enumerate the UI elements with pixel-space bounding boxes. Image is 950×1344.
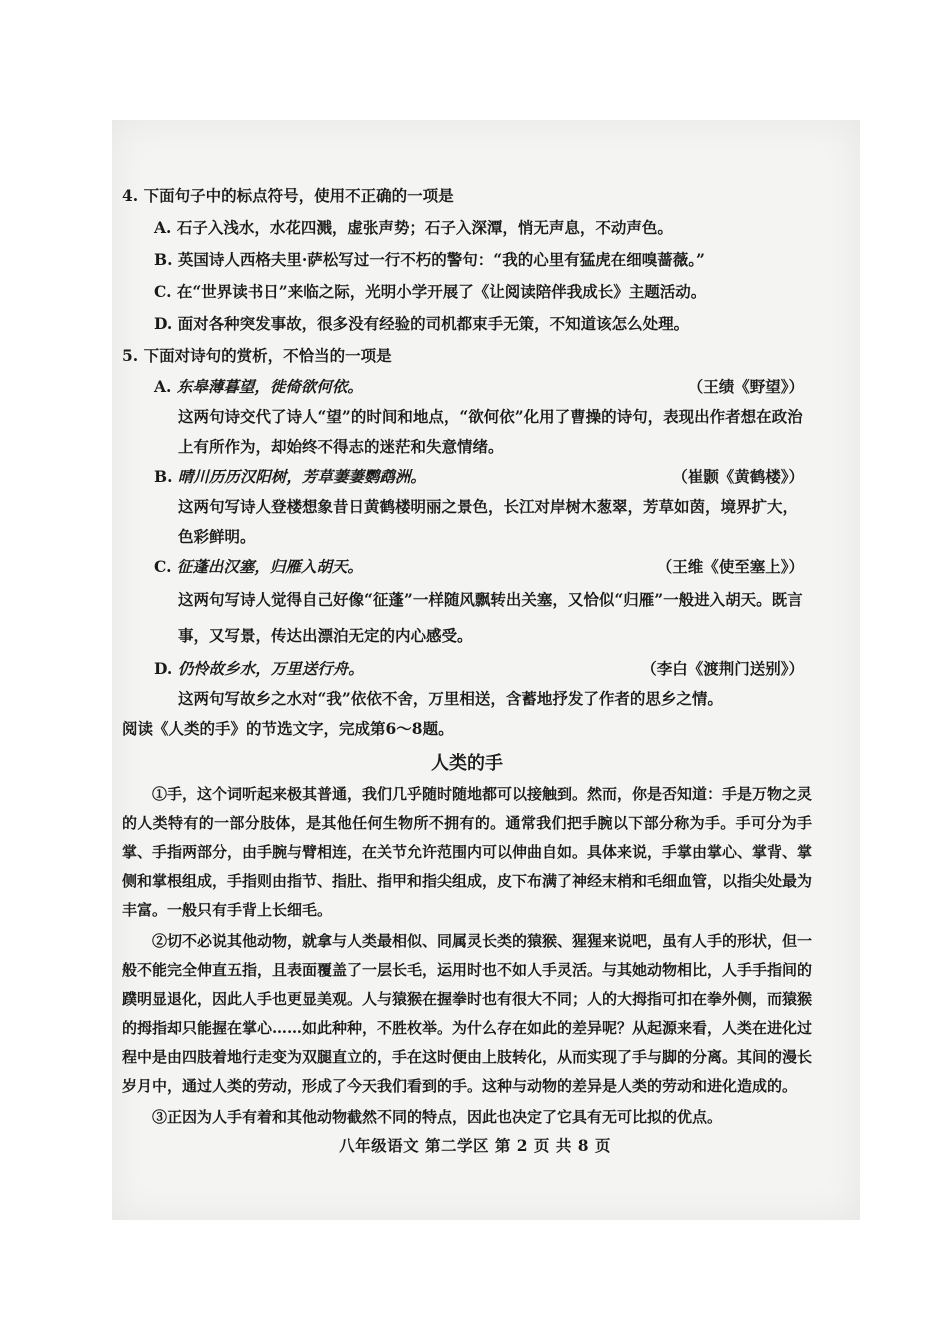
option-explanation: 这两句写诗人觉得自己好像“征蓬”一样随风飘转出关塞，又恰似“归雁”一般进入胡天。既言事，又写景，传达出漂泊无定的内心感受。 <box>178 590 803 645</box>
question-4-option-b: B. 英国诗人西格夫里·萨松写过一行不朽的警句：“我的心里有猛虎在细嗅蔷薇。” <box>154 250 705 269</box>
poem-source: （王绩《野望》） <box>687 377 804 396</box>
article-paragraph-1: ①手，这个词听起来极其普通，我们几乎随时随地都可以接触到。然而，你是否知道：手是万物之灵的人类特有的一部分肢体，是其他任何生物所不拥有的。通常我们把手腕以下部分称为手。手可分为手掌、手指两部分，由手腕与臂相连，在关节允许范围内可以伸曲自如。具体来说，手掌由掌心、掌背、掌侧和掌根组成，手指则由指节、指肚、指甲和指尖组成，皮下布满了神经末梢和毛细血管，以指尖处最为丰富。一般只有手背上长细毛。 <box>122 785 813 919</box>
reading-instruction: 阅读《人类的手》的节选文字，完成第6～8题。 <box>122 719 454 738</box>
poem-source: （崔颢《黄鹤楼》） <box>672 467 804 486</box>
poem-line: 仍怜故乡水，万里送行舟。 <box>177 659 364 678</box>
question-4-option-c: C. 在“世界读书日”来临之际，光明小学开展了《让阅读陪伴我成长》主题活动。 <box>154 282 707 301</box>
article-paragraph-3: ③正因为人手有着和其他动物截然不同的特点，因此也决定了它具有无可比拟的优点。 <box>152 1108 723 1126</box>
option-explanation: 这两句写故乡之水对“我”依依不舍，万里相送，含蓄地抒发了作者的思乡之情。 <box>178 689 723 708</box>
question-4-option-a: A. 石子入浅水，水花四溅，虚张声势；石子入深潭，悄无声息，不动声色。 <box>154 218 673 237</box>
option-label: B. <box>154 467 173 486</box>
question-4-option-d: D. 面对各种突发事故，很多没有经验的司机都束手无策，不知道该怎么处理。 <box>154 314 690 333</box>
option-explanation: 这两句诗交代了诗人“望”的时间和地点，“欲何依”化用了曹操的诗句，表现出作者想在政治上有所作为，却始终不得志的迷茫和失意情绪。 <box>178 407 803 456</box>
poem-line: 征蓬出汉塞，归雁入胡天。 <box>176 557 363 576</box>
article-paragraph-2: ②切不必说其他动物，就拿与人类最相似、同属灵长类的猿猴、猩猩来说吧，虽有人手的形状，但一般不能完全伸直五指，且表面覆盖了一层长毛，运用时也不如人手灵活。与其她动物相比，人手手指间的蹼明显退化，因此人手也更显美观。人与猿猴在握拳时也有很大不同；人的大拇指可扣在拳外侧，而猿猴的拇指却只能握在掌心……如此种种，不胜枚举。为什么存在如此的差异呢？从起源来看，人类在进化过程中是由四肢着地行走变为双腿直立的，手在这时便由上肢转化，从而实现了手与脚的分离。其间的漫长岁月中，通过人类的劳动，形成了今天我们看到的手。这种与动物的差异是人类的劳动和进化造成的。 <box>122 932 813 1095</box>
page-footer: 八年级语文 第二学区 第 2 页 共 8 页 <box>339 1136 611 1155</box>
poem-line: 东皋薄暮望，徙倚欲何依。 <box>176 377 363 396</box>
question-5-option-c <box>122 552 812 582</box>
question-5-option-b <box>122 462 812 492</box>
poem-source: （王维《使至塞上》） <box>656 557 804 576</box>
question-5 <box>122 340 812 714</box>
question-5-option-a <box>122 372 812 402</box>
page-content <box>122 180 812 1132</box>
question-4 <box>122 180 812 340</box>
option-explanation: 这两句写诗人登楼想象昔日黄鹤楼明丽之景色，长江对岸树木葱翠，芳草如茵，境界扩大，色彩鲜明。 <box>178 497 799 546</box>
option-label: A. <box>154 377 172 396</box>
question-4-stem: 4. 下面句子中的标点符号，使用不正确的一项是 <box>122 186 454 205</box>
option-label: C. <box>154 557 172 576</box>
question-5-stem: 5. 下面对诗句的赏析，不恰当的一项是 <box>122 346 392 365</box>
reading-section <box>122 714 812 1132</box>
poem-source: （李白《渡荆门送别》） <box>641 659 804 678</box>
article-title: 人类的手 <box>431 753 503 774</box>
question-5-option-d <box>122 654 812 684</box>
option-label: D. <box>154 659 173 678</box>
poem-line: 晴川历历汉阳树，芳草萋萋鹦鹉洲。 <box>177 467 426 486</box>
